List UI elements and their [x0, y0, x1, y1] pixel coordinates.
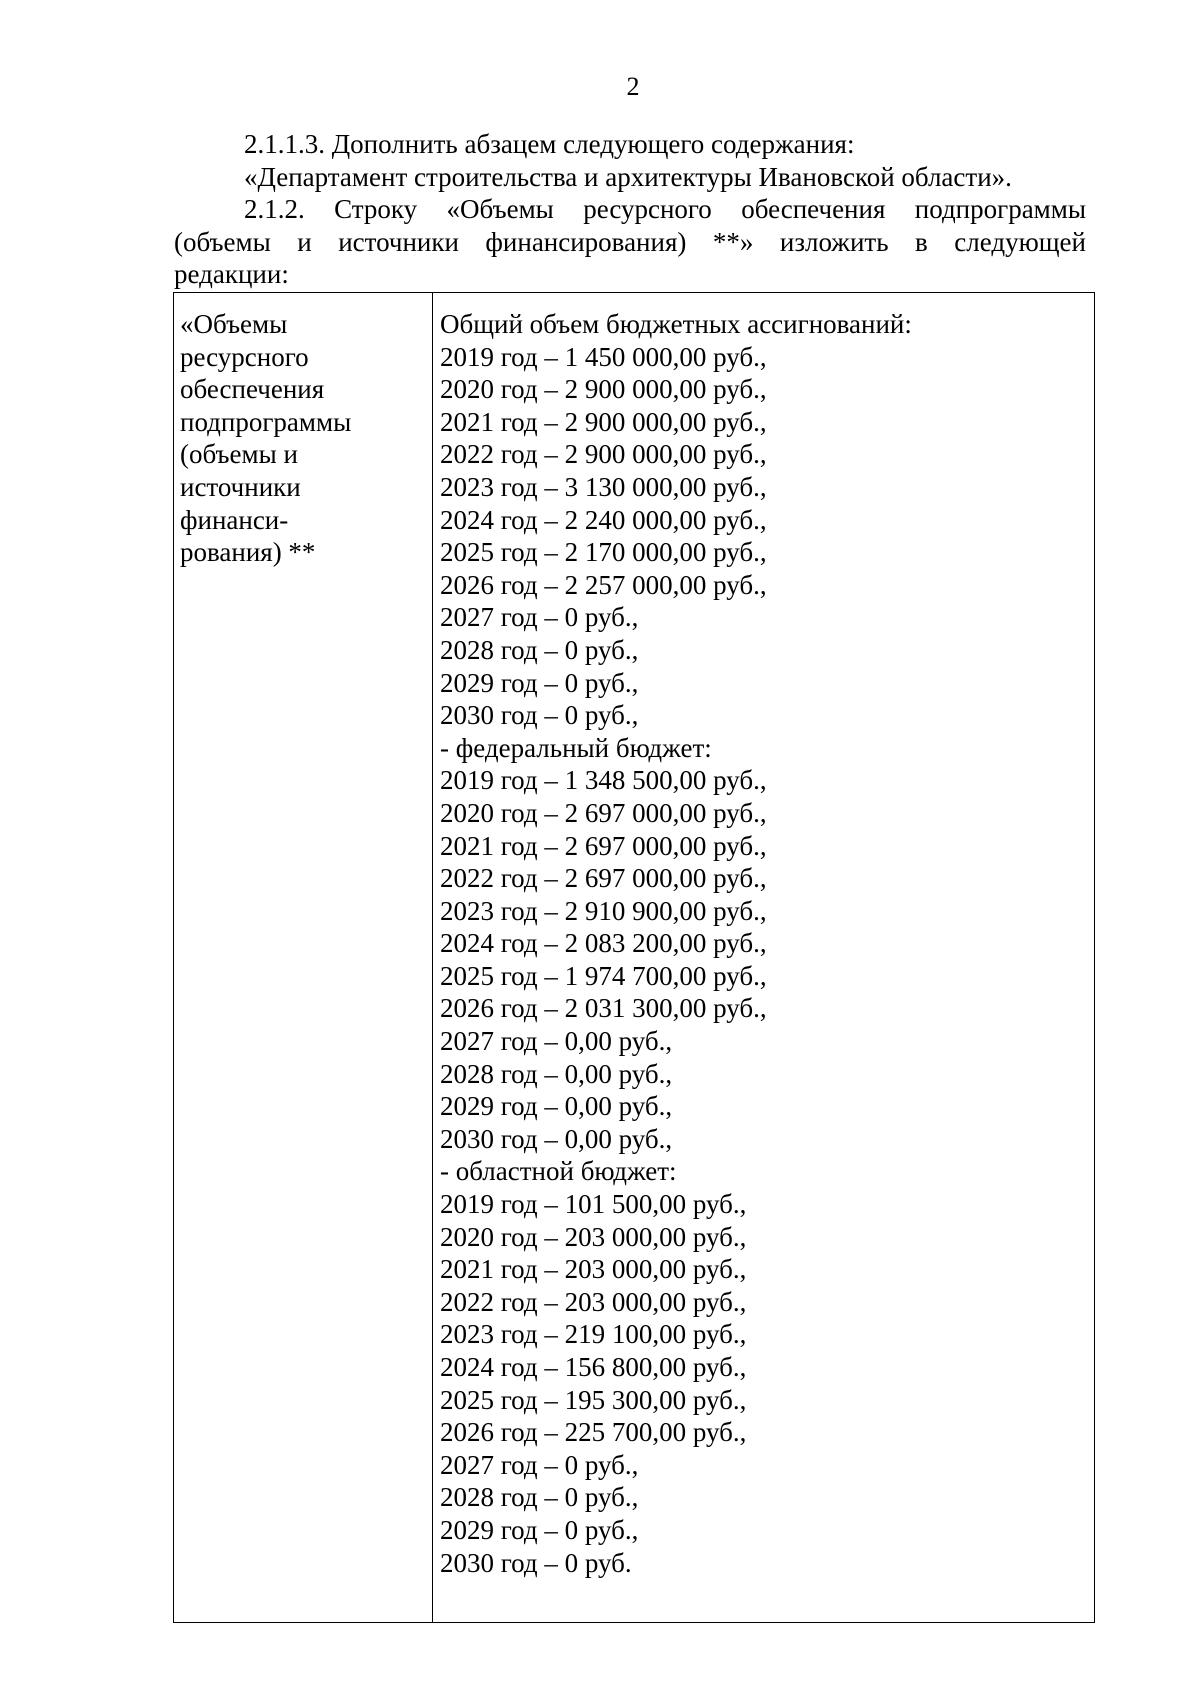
table-value-line: 2023 год – 3 130 000,00 руб., [440, 471, 767, 502]
table-value-line: 2030 год – 0 руб., [440, 700, 639, 731]
table-value-line: 2023 год – 219 100,00 руб., [440, 1319, 747, 1350]
table-value-line: 2028 год – 0 руб., [440, 634, 639, 665]
table-value-line: 2022 год – 2 697 000,00 руб., [440, 863, 767, 894]
paragraph-2-1-1-3: 2.1.1.3. Дополнить абзацем следующего содержания: [244, 129, 855, 159]
table-value-line: 2024 год – 2 240 000,00 руб., [440, 504, 767, 535]
page-number: 2 [626, 72, 640, 101]
table-column-divider [432, 293, 433, 1622]
table-value-line: 2024 год – 156 800,00 руб., [440, 1352, 747, 1382]
table-cell-values [440, 308, 1080, 1579]
table-value-line: 2027 год – 0 руб., [440, 602, 639, 633]
table-cell-label [180, 308, 426, 569]
table-value-line: Общий объем бюджетных ассигнований: [440, 309, 912, 339]
table-value-line: 2021 год – 203 000,00 руб., [440, 1254, 747, 1285]
table-value-line: 2029 год – 0 руб., [440, 667, 639, 698]
table-value-line: 2029 год – 0 руб., [440, 1514, 639, 1545]
funding-table [173, 292, 1095, 1623]
table-label-line: обеспечения [180, 374, 325, 405]
table-label-line: подпрограммы [180, 406, 352, 437]
table-value-line: 2019 год – 101 500,00 руб., [440, 1189, 747, 1220]
table-value-line: 2022 год – 2 900 000,00 руб., [440, 439, 767, 470]
table-value-line: 2030 год – 0 руб. [440, 1547, 632, 1578]
table-value-line: 2020 год – 2 900 000,00 руб., [440, 374, 767, 405]
table-value-line: 2019 год – 1 348 500,00 руб., [440, 765, 767, 796]
table-label-line: «Объемы [180, 309, 288, 339]
table-label-line: ресурсного [180, 341, 309, 372]
table-value-line: 2025 год – 195 300,00 руб., [440, 1384, 747, 1415]
paragraph-2-1-2-line-3: редакции: [174, 259, 289, 290]
table-value-line: 2030 год – 0,00 руб., [440, 1123, 673, 1154]
table-label-line: источники [180, 471, 301, 502]
table-value-line: 2021 год – 2 697 000,00 руб., [440, 830, 767, 861]
table-label-line: финанси- [180, 504, 289, 535]
document-body [174, 128, 1086, 291]
table-value-line: 2026 год – 225 700,00 руб., [440, 1417, 747, 1448]
table-value-line: - областной бюджет: [440, 1156, 677, 1187]
table-value-line: 2024 год – 2 083 200,00 руб., [440, 928, 767, 959]
table-value-line: 2023 год – 2 910 900,00 руб., [440, 895, 767, 926]
paragraph-2-1-2-line-1: 2.1.2. Строку «Объемы ресурсного обеспечения подпрограммы [244, 194, 1086, 225]
paragraph-department: «Департамент строительства и архитектуры Ивановской области». [244, 161, 1012, 192]
table-value-line: 2019 год – 1 450 000,00 руб., [440, 341, 767, 372]
table-value-line: 2029 год – 0,00 руб., [440, 1091, 673, 1122]
table-value-line: 2028 год – 0,00 руб., [440, 1058, 673, 1089]
table-value-line: 2027 год – 0,00 руб., [440, 1026, 673, 1057]
table-value-line: 2020 год – 2 697 000,00 руб., [440, 797, 767, 828]
table-value-line: 2021 год – 2 900 000,00 руб., [440, 406, 767, 437]
table-label-line: рования) ** [180, 537, 316, 568]
table-value-line: 2026 год – 2 031 300,00 руб., [440, 993, 767, 1024]
table-value-line: 2022 год – 203 000,00 руб., [440, 1286, 747, 1317]
table-value-line: 2026 год – 2 257 000,00 руб., [440, 569, 767, 600]
table-value-line: 2027 год – 0 руб., [440, 1449, 639, 1480]
paragraph-2-1-2-line-2: (объемы и источники финансирования) **» изложить в следующей [174, 226, 1086, 257]
table-value-line: 2025 год – 2 170 000,00 руб., [440, 537, 767, 568]
table-value-line: 2020 год – 203 000,00 руб., [440, 1221, 747, 1252]
table-value-line: 2025 год – 1 974 700,00 руб., [440, 960, 767, 991]
table-label-line: (объемы и [180, 439, 298, 470]
table-value-line: 2028 год – 0 руб., [440, 1482, 639, 1513]
table-value-line: - федеральный бюджет: [440, 732, 712, 763]
